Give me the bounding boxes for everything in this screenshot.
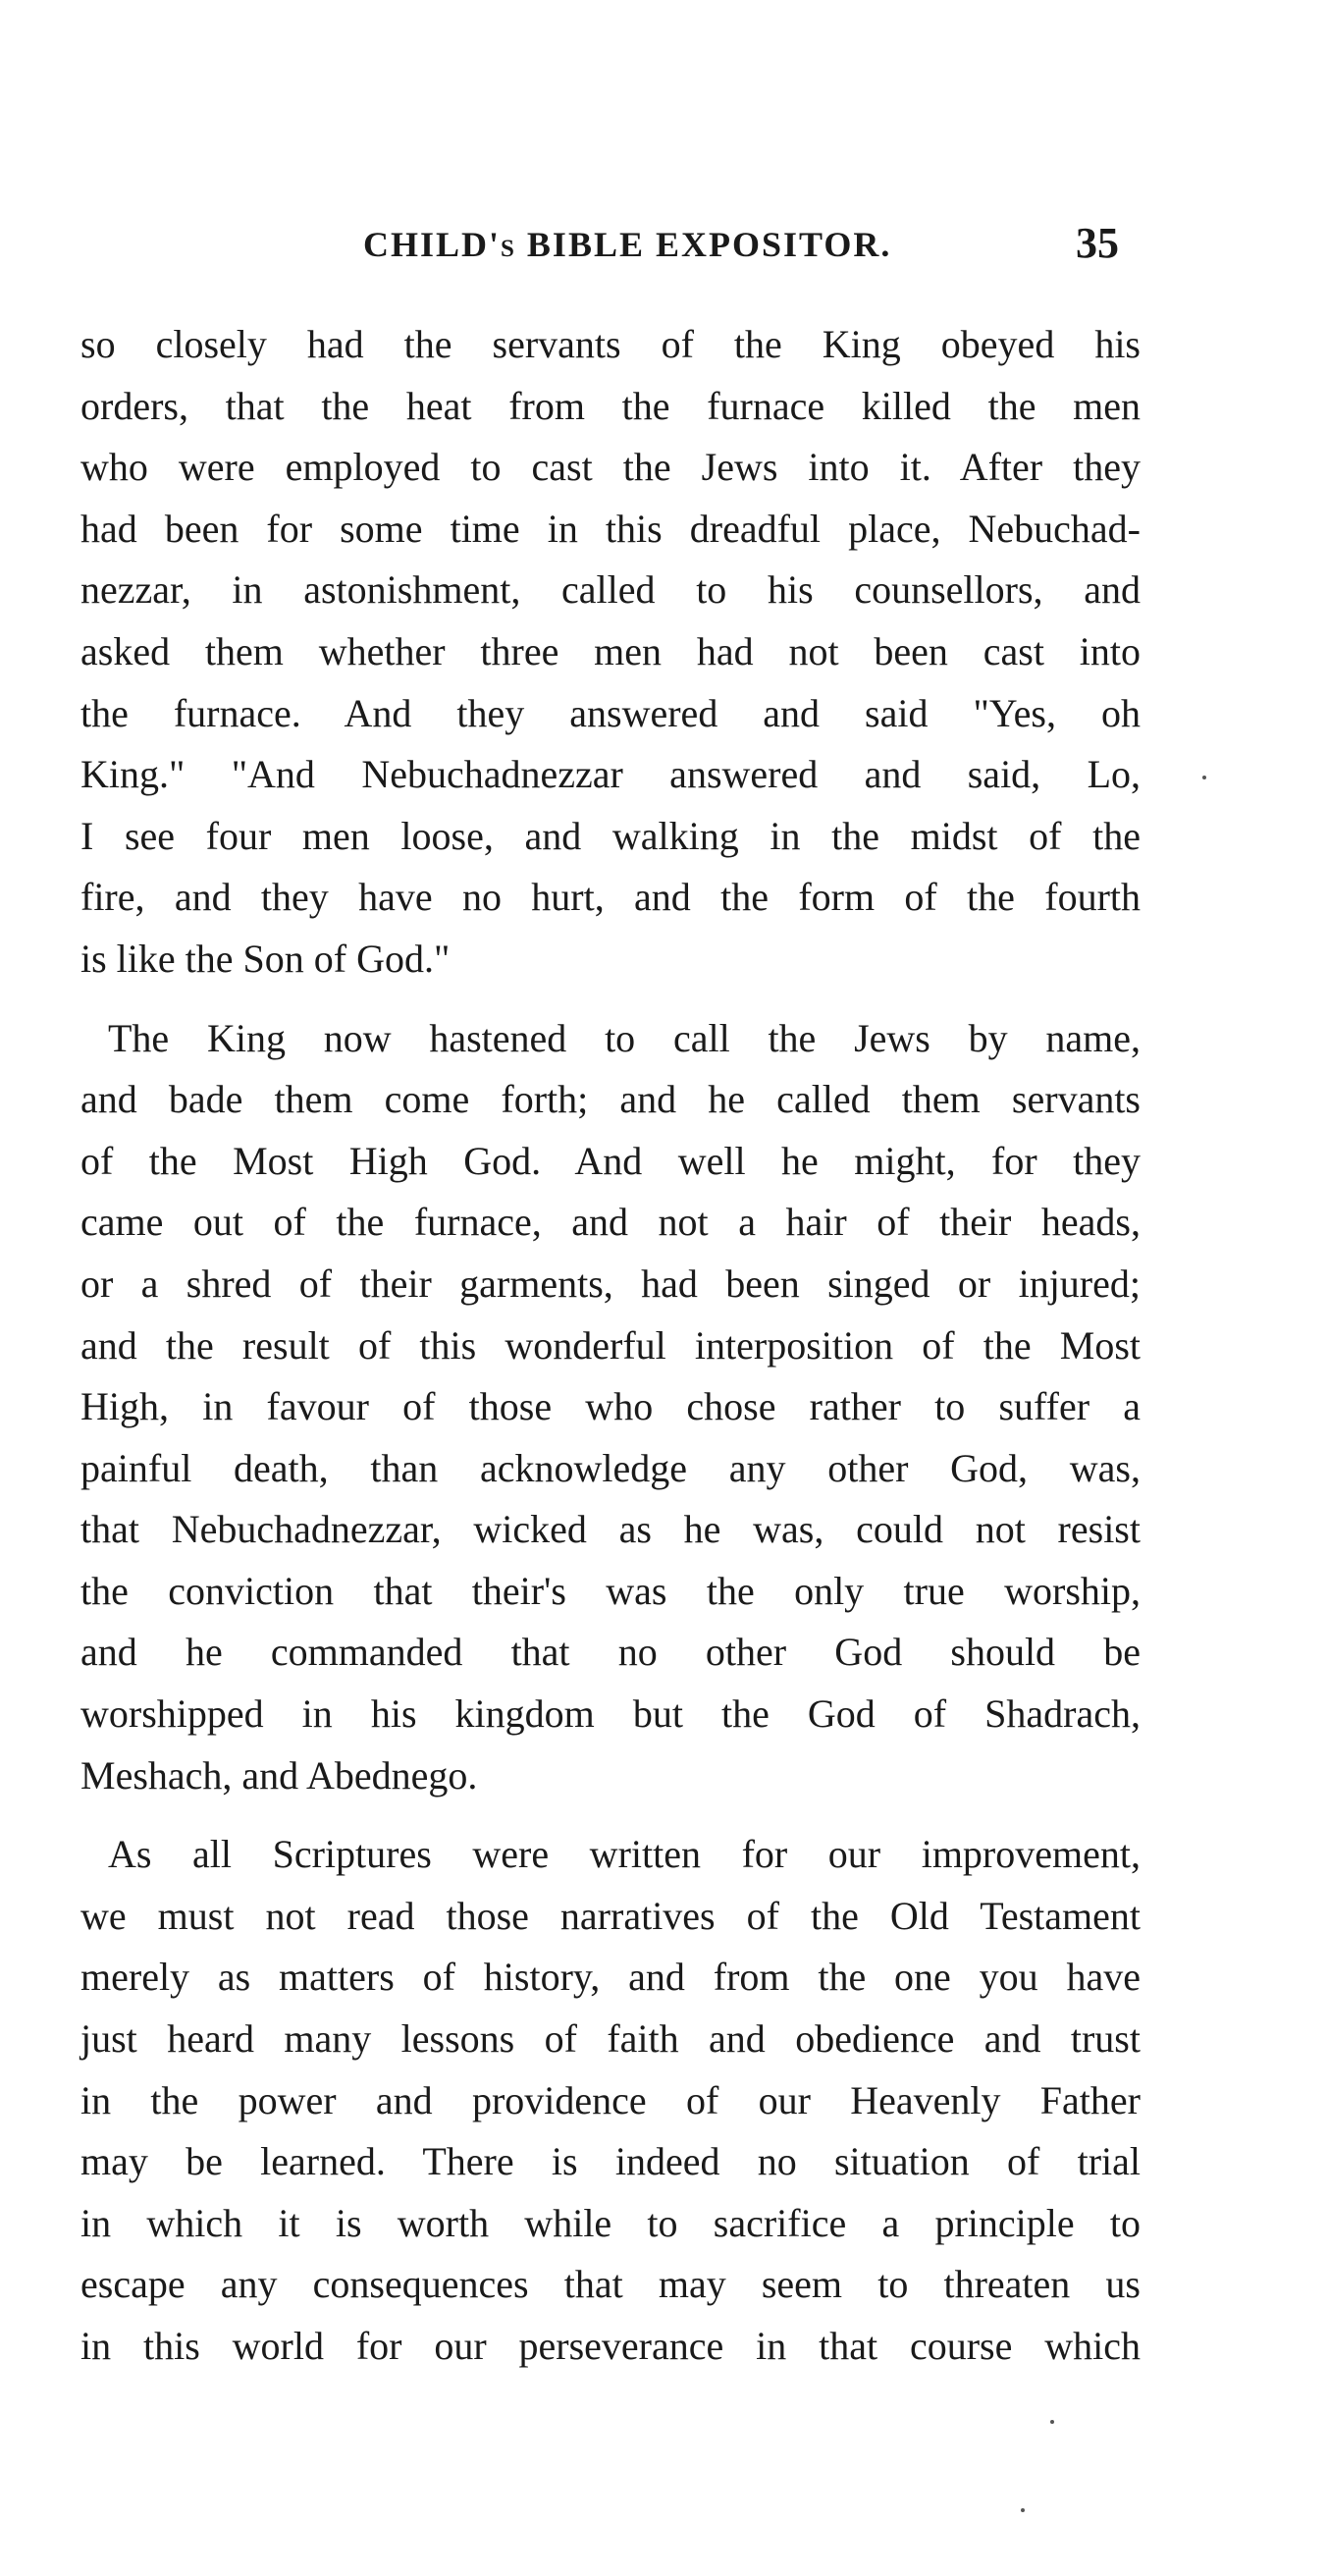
text-line: and bade them come forth; and he called them servants — [80, 1077, 1141, 1122]
paragraph-1 — [80, 314, 1141, 991]
print-speck — [1050, 2420, 1054, 2424]
paragraph-3 — [80, 1824, 1141, 2377]
running-title: CHILD's BIBLE EXPOSITOR. — [363, 225, 892, 264]
text-line: As all Scriptures were written for our improvement, — [108, 1832, 1141, 1877]
text-line: in the power and providence of our Heavenly Father — [80, 2077, 1141, 2122]
text-line: the furnace. And they answered and said "Yes, oh — [80, 690, 1141, 735]
text-line: of the Most High God. And well he might, for they — [80, 1138, 1141, 1183]
text-line: so closely had the servants of the King obeyed his — [80, 322, 1141, 366]
text-line: had been for some time in this dreadful place, Nebuchad- — [80, 506, 1141, 551]
text-line: High, in favour of those who chose rather to suffer a — [80, 1384, 1141, 1429]
text-line: is like the Son of God." — [80, 936, 451, 981]
text-line: or a shred of their garments, had been singed or injured; — [80, 1261, 1141, 1306]
text-line: that Nebuchadnezzar, wicked as he was, could not resist — [80, 1507, 1141, 1552]
text-line: in this world for our perseverance in that course which — [80, 2324, 1141, 2368]
body-text — [80, 314, 1141, 2378]
text-line: orders, that the heat from the furnace killed the men — [80, 383, 1141, 428]
text-line: and the result of this wonderful interposition of the Most — [80, 1322, 1141, 1368]
text-line: escape any consequences that may seem to threaten us — [80, 2262, 1141, 2307]
text-line: worshipped in his kingdom but the God of Shadrach, — [80, 1691, 1141, 1737]
text-line: we must not read those narratives of the Old Testament — [80, 1893, 1141, 1938]
text-line: may be learned. There is indeed no situation of trial — [80, 2139, 1141, 2184]
print-speck — [1202, 776, 1206, 779]
text-line: asked them whether three men had not been cast into — [80, 628, 1141, 673]
text-line: who were employed to cast the Jews into it. After they — [80, 445, 1141, 490]
text-line: and he commanded that no other God should be — [80, 1630, 1141, 1675]
text-line: nezzar, in astonishment, called to his counsellors, and — [80, 567, 1141, 613]
text-line: The King now hastened to call the Jews by name, — [108, 1015, 1141, 1060]
text-line: in which it is worth while to sacrifice a principle to — [80, 2200, 1141, 2245]
text-line: came out of the furnace, and not a hair of their heads, — [80, 1200, 1141, 1245]
text-line: fire, and they have no hurt, and the form of the fourth — [80, 875, 1141, 920]
text-line: Meshach, and Abednego. — [80, 1752, 478, 1798]
text-line: I see four men loose, and walking in the midst of the — [80, 813, 1141, 858]
running-head — [363, 219, 1119, 279]
paragraph-2 — [80, 1008, 1141, 1807]
text-line: painful death, than acknowledge any other God, was, — [80, 1445, 1141, 1490]
print-speck — [1021, 2508, 1025, 2512]
text-line: just heard many lessons of faith and obedience and trust — [80, 2016, 1141, 2062]
text-line: merely as matters of history, and from the one you have — [80, 1955, 1141, 2000]
text-line: the conviction that their's was the only true worship, — [80, 1568, 1141, 1613]
page-number: 35 — [1076, 219, 1119, 267]
text-line: King." "And Nebuchadnezzar answered and said, Lo, — [80, 752, 1141, 797]
